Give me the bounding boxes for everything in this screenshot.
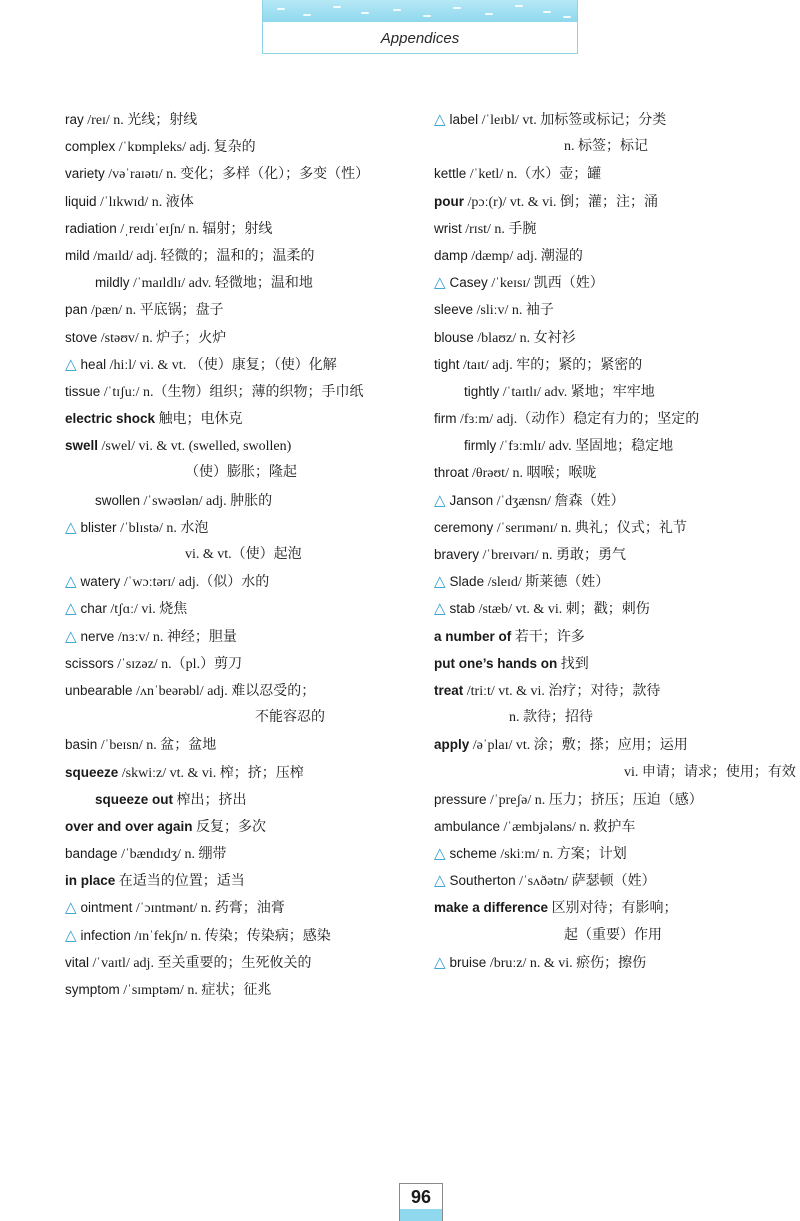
vocabulary-entry [434,405,774,432]
vocabulary-entry [434,867,774,894]
headword: over and over again [65,818,193,834]
vocabulary-entry [65,595,410,622]
vocabulary-entry [65,106,410,133]
headword: vital [65,954,90,970]
definition: /ˈketl/ n.（水）壶；罐 [466,167,602,183]
definition: /pæn/ n. 平底锅；盘子 [87,303,224,319]
headword: blouse [434,329,474,345]
headword: Casey [449,275,488,291]
definition: /pɔː(r)/ vt. & vi. 倒；灌；注；涌 [464,194,659,210]
definition: /ʌnˈbeərəbl/ adj. 难以忍受的； [132,683,316,699]
definition: /ˈtɪʃuː/ n.（生物）组织；薄的织物；手巾纸 [100,384,364,400]
headword: mild [65,247,90,263]
optional-word-triangle-icon: △ [434,110,446,128]
vocabulary-entry [434,487,774,514]
definition: /bruːz/ n. & vi. 瘀伤；擦伤 [486,955,647,971]
definition: /tʃɑː/ vi. 烧焦 [106,602,188,618]
optional-word-triangle-icon: △ [434,490,446,509]
definition: /nɜːv/ n. 神经；胆量 [114,629,237,645]
headword: ceremony [434,519,494,535]
definition: /skiːm/ n. 方案；计划 [496,847,627,863]
optional-word-triangle-icon: △ [65,572,77,591]
vocabulary-entry [65,677,410,704]
headword: unbearable [65,682,133,698]
headword: bandage [65,846,118,862]
headword: pan [65,302,88,318]
vocabulary-entry [434,650,774,677]
optional-word-triangle-icon: △ [434,599,446,618]
optional-word-triangle-icon: △ [65,517,77,536]
definition: /stəʊv/ n. 炉子；火炉 [97,330,227,346]
optional-word-triangle-icon: △ [434,952,446,971]
definition: 若干；许多 [511,629,585,645]
page-number-band [400,1209,442,1221]
definition: /ˈbændɪdʒ/ n. 绷带 [117,847,227,863]
vocabulary-entry [434,922,774,949]
headword: stove [65,329,98,345]
vocabulary-entry [65,976,410,1003]
definition: /ˈmaɪldlɪ/ adv. 轻微地；温和地 [129,276,313,292]
definition: /ˈpreʃə/ n. 压力；挤压；压迫（感） [486,792,703,808]
vocabulary-entry [65,786,410,813]
headword: squeeze out [95,791,174,807]
headword: bruise [449,954,487,970]
headword: label [449,112,479,127]
vocabulary-entry [434,595,774,622]
headword: tissue [65,383,101,399]
headword: tightly [464,383,500,399]
headword: ointment [80,900,133,916]
definition: /ˈbeɪsn/ n. 盆；盆地 [97,738,217,754]
headword: throat [434,465,469,481]
optional-word-triangle-icon: △ [65,626,77,645]
definition: /reɪ/ n. 光线；射线 [83,113,198,128]
vocabulary-entry [65,894,410,921]
optional-word-triangle-icon: △ [434,871,446,890]
headword: symptom [65,982,120,997]
definition: vi. & vt.（使）起泡 [185,547,302,562]
vocabulary-entry [65,269,410,296]
definition: 触电；电休克 [155,412,243,428]
definition: 不能容忍的 [255,710,325,726]
vocabulary-entry [434,215,774,242]
definition: /sliːv/ n. 袖子 [473,303,554,319]
headword: sleeve [434,302,474,318]
vocabulary-entry [65,188,410,215]
vocabulary-entry [65,487,410,514]
definition: /vəˈraɪətɪ/ n. 变化；多样（化）；多变（性） [104,167,370,183]
headword: Janson [449,492,494,508]
header-tab [262,0,578,54]
optional-word-triangle-icon: △ [434,844,446,863]
vocabulary-entry [65,867,410,894]
headword: firm [434,411,457,427]
vocabulary-entry [434,894,774,921]
definition: /stæb/ vt. & vi. 刺；戳；刺伤 [475,602,650,618]
vocabulary-entry [65,731,410,758]
definition: /hiːl/ vi. & vt. （使）康复；（使）化解 [106,357,337,373]
vocabulary-entry [65,459,410,486]
definition: /ˈæmbjələns/ n. 救护车 [500,819,636,835]
definition: 反复；多次 [192,819,267,835]
vocabulary-entry [65,840,410,867]
definition: /ˈserɪmənɪ/ n. 典礼；仪式；礼节 [493,520,687,536]
vocabulary-entry [434,541,774,568]
definition: /ˈkeɪsɪ/ 凯西（姓） [487,276,604,292]
vocabulary-entry [434,677,774,704]
headword: put one’s hands on [434,655,558,671]
vocabulary-entry [65,405,410,432]
vocabulary-entry [65,296,410,323]
optional-word-triangle-icon: △ [65,898,77,917]
vocabulary-entry [434,813,774,840]
vocabulary-entry [434,296,774,323]
definition: /θrəʊt/ n. 咽喉；喉咙 [468,466,597,482]
definition: /blaʊz/ n. 女衬衫 [473,330,576,346]
headword: pressure [434,791,487,807]
optional-word-triangle-icon: △ [434,572,446,591]
definition: /ˈswəʊlən/ adj. 肿胀的 [140,493,273,509]
vocabulary-entry [65,514,410,541]
definition: 区别对待；有影响； [548,901,678,917]
definition: /swel/ vi. & vt. (swelled, swollen) [98,439,292,455]
definition: /ˌreɪdɪˈeɪʃn/ n. 辐射；射线 [116,221,273,237]
headword: char [80,601,107,617]
definition: /ˈbreɪvərɪ/ n. 勇敢；勇气 [479,548,626,563]
definition: /triːt/ vt. & vi. 治疗；对待；款待 [463,683,661,699]
definition: 找到 [557,656,589,672]
header-decorative-band [263,0,577,22]
vocabulary-entry [65,623,410,650]
vocabulary-entry [434,514,774,541]
headword: damp [434,247,468,263]
vocabulary-entry [434,704,774,731]
definition: /dæmp/ adj. 潮湿的 [467,248,583,264]
page-number: 96 [410,1187,432,1207]
headword: apply [434,737,470,753]
headword: complex [65,139,116,155]
headword: watery [80,574,121,590]
vocabulary-entry [434,840,774,867]
headword: heal [80,356,107,372]
headword: swell [65,438,99,454]
headword: nerve [80,628,115,644]
vocabulary-entry [434,378,774,405]
headword: electric shock [65,411,156,427]
vocabulary-entry [65,160,410,187]
vocabulary-entry [434,949,774,976]
vocabulary-entry [434,759,796,786]
headword: kettle [434,166,467,182]
definition: /ˈvaɪtl/ adj. 至关重要的；生死攸关的 [89,955,312,971]
optional-word-triangle-icon: △ [434,273,446,292]
headword: firmly [464,438,497,454]
vocabulary-entry [65,432,410,459]
definition: /ˈblɪstə/ n. 水泡 [116,520,209,536]
vocabulary-entry [65,351,410,378]
definition: /ˈsɪmptəm/ n. 症状；征兆 [119,983,272,998]
vocabulary-entry [434,133,774,160]
definition: /skwiːz/ vt. & vi. 榨；挤；压榨 [118,765,304,781]
headword: wrist [434,220,462,236]
vocabulary-entry [65,759,410,786]
vocabulary-entry [65,541,410,568]
headword: liquid [65,193,97,209]
definition: /əˈplaɪ/ vt. 涂；敷；搽；应用；运用 [469,738,688,754]
definition: （使）膨胀；隆起 [185,465,297,481]
headword: Slade [449,574,485,590]
vocabulary-entry [65,324,410,351]
vocabulary-entry [434,324,774,351]
vocabulary-entry [434,269,774,296]
definition: /ˈleɪbl/ vt. 加标签或标记；分类 [478,113,667,128]
headword: pour [434,193,464,209]
page-number-tab [399,1183,443,1221]
definition: /ˈwɔːtərɪ/ adj.（似）水的 [120,575,270,591]
headword: blister [80,519,117,535]
vocabulary-entry [434,786,774,813]
vocabulary-entry [434,106,774,133]
vocabulary-column-left [65,106,410,1003]
vocabulary-entry [65,704,410,731]
vocabulary-entry [434,351,774,378]
vocabulary-entry [434,188,774,215]
vocabulary-entry [65,215,410,242]
definition: 榨出；挤出 [173,792,247,808]
vocabulary-entry [65,813,410,840]
definition: n. 款待；招待 [509,710,593,726]
definition: n. 标签；标记 [564,139,648,155]
vocabulary-entry [65,949,410,976]
definition: /taɪt/ adj. 牢的；紧的；紧密的 [459,357,643,373]
vocabulary-entry [65,378,410,405]
definition: /ˈsʌðətn/ 萨瑟顿（姓） [515,874,656,890]
headword: a number of [434,628,512,644]
vocabulary-column-right [434,106,796,976]
header-title: Appendices [380,30,460,47]
definition: /ˈsɪzəz/ n.（pl.）剪刀 [113,656,243,672]
definition: /rɪst/ n. 手腕 [461,221,537,237]
headword: scissors [65,655,114,671]
vocabulary-entry [65,242,410,269]
definition: /ˈɔɪntmənt/ n. 药膏；油膏 [132,901,285,917]
headword: mildly [95,275,130,291]
optional-word-triangle-icon: △ [65,354,77,373]
headword: infection [80,927,131,943]
definition: /ˈkɒmpleks/ adj. 复杂的 [115,140,256,156]
headword: stab [449,601,476,617]
headword: squeeze [65,764,119,780]
headword: ray [65,112,84,127]
vocabulary-entry [434,432,774,459]
headword: tight [434,356,460,372]
headword: make a difference [434,900,549,916]
headword: radiation [65,220,117,236]
vocabulary-entry [65,133,410,160]
vocabulary-entry [434,160,774,187]
definition: /ˈlɪkwɪd/ n. 液体 [96,194,194,210]
headword: treat [434,682,464,698]
definition: /ˈdʒænsn/ 詹森（姓） [493,493,625,509]
vocabulary-entry [434,623,774,650]
definition: /fɜːm/ adj.（动作）稳定有力的；坚定的 [456,412,700,428]
headword: basin [65,737,98,753]
vocabulary-entry [65,922,410,949]
headword: variety [65,166,105,182]
definition: /maɪld/ adj. 轻微的；温和的；温柔的 [89,248,315,264]
definition: /ˈtaɪtlɪ/ adv. 紧地；牢牢地 [499,384,655,400]
headword: in place [65,873,116,889]
vocabulary-entry [434,459,774,486]
definition: /ɪnˈfekʃn/ n. 传染；传染病；感染 [130,928,331,944]
headword: scheme [449,846,497,862]
vocabulary-entry [434,568,774,595]
definition: 起（重要）作用 [564,927,662,943]
vocabulary-entry [434,242,774,269]
definition: /ˈfɜːmlɪ/ adv. 坚固地；稳定地 [496,439,674,455]
optional-word-triangle-icon: △ [65,599,77,618]
headword: Southerton [449,873,516,889]
optional-word-triangle-icon: △ [65,925,77,944]
definition: 在适当的位置；适当 [115,874,245,890]
vocabulary-entry [434,731,774,758]
headword: ambulance [434,818,501,834]
headword: bravery [434,547,480,562]
vocabulary-entry [65,650,410,677]
headword: swollen [95,492,141,508]
vocabulary-entry [65,568,410,595]
definition: /sleɪd/ 斯莱德（姓） [484,575,610,591]
definition: vi. 申请；请求；使用；有效 [624,764,796,780]
